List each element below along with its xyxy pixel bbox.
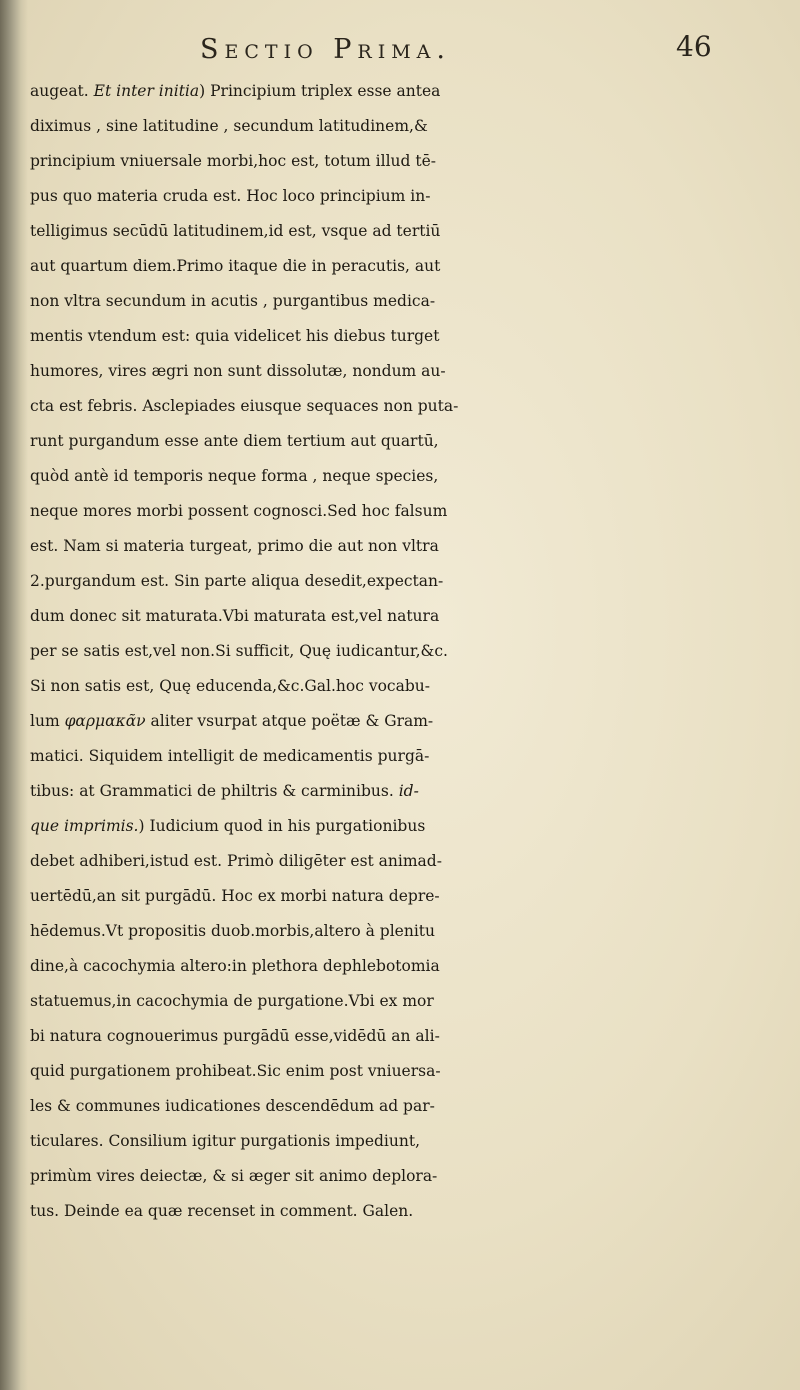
text-segment: est. Nam si materia turgeat, primo die aut non vltra <box>30 537 439 555</box>
text-line <box>30 109 790 144</box>
text-line <box>30 319 790 354</box>
italic-text-segment: φαρμακᾶν <box>64 712 146 730</box>
text-segment: per se satis est,vel non.Si sufficit, Quę iudicantur,&c. <box>30 642 448 660</box>
text-segment: quòd antè id temporis neque forma , neque species, <box>30 467 439 485</box>
page-header <box>0 26 800 76</box>
text-line <box>30 1194 790 1229</box>
text-line <box>30 1159 790 1194</box>
text-line <box>30 914 790 949</box>
text-line <box>30 424 790 459</box>
text-segment: lum <box>30 712 65 730</box>
text-segment: matici. Siquidem intelligit de medicamentis purgā- <box>30 747 430 765</box>
text-line <box>30 459 790 494</box>
body-text <box>30 74 790 1229</box>
text-line <box>30 284 790 319</box>
text-line <box>30 214 790 249</box>
text-line <box>30 74 790 109</box>
text-segment: aliter vsurpat atque poëtæ & Gram- <box>145 712 434 730</box>
text-segment: quid purgationem prohibeat.Sic enim post vniuersa- <box>30 1062 441 1080</box>
text-line <box>30 564 790 599</box>
text-segment: statuemus,in cacochymia de purgatione.Vbi ex mor <box>30 992 434 1010</box>
text-segment: runt purgandum esse ante diem tertium aut quartū, <box>30 432 439 450</box>
text-segment: augeat. <box>30 82 94 100</box>
text-line <box>30 1019 790 1054</box>
text-segment: dine,à cacochymia altero:in plethora dephlebotomia <box>30 957 440 975</box>
text-segment: non vltra secundum in acutis , purgantibus medica- <box>30 292 436 310</box>
text-segment: ticulares. Consilium igitur purgationis impediunt, <box>30 1132 420 1150</box>
italic-text-segment: Et inter initia <box>93 82 200 100</box>
text-line <box>30 774 790 809</box>
text-segment: aut quartum diem.Primo itaque die in peracutis, aut <box>30 257 441 275</box>
text-line <box>30 389 790 424</box>
text-line <box>30 354 790 389</box>
text-line <box>30 809 790 844</box>
text-segment: principium vniuersale morbi,hoc est, totum illud tē- <box>30 152 437 170</box>
text-segment: debet adhiberi,istud est. Primò diligēter est animad- <box>30 852 442 870</box>
binding-gutter <box>0 0 28 1390</box>
text-segment: cta est febris. Asclepiades eiusque sequaces non puta- <box>30 397 459 415</box>
text-line <box>30 249 790 284</box>
text-line <box>30 739 790 774</box>
text-segment: ) Iudicium quod in his purgationibus <box>138 817 426 835</box>
text-segment: bi natura cognouerimus purgādū esse,vidēdū an ali- <box>30 1027 440 1045</box>
text-line <box>30 179 790 214</box>
text-line <box>30 1089 790 1124</box>
text-line <box>30 599 790 634</box>
text-segment: hēdemus.Vt propositis duob.morbis,altero à plenitu <box>30 922 435 940</box>
text-segment: Si non satis est, Quę educenda,&c.Gal.hoc vocabu- <box>30 677 430 695</box>
italic-text-segment: que imprimis. <box>30 817 139 835</box>
text-segment: pus quo materia cruda est. Hoc loco principium in- <box>30 187 431 205</box>
text-line <box>30 949 790 984</box>
text-line <box>30 1124 790 1159</box>
text-segment: diximus , sine latitudine , secundum latitudinem,& <box>30 117 428 135</box>
text-segment: primùm vires deiectæ, & si æger sit animo deplora- <box>30 1167 438 1185</box>
text-segment: 2.purgandum est. Sin parte aliqua desedit,expectan- <box>30 572 444 590</box>
text-line <box>30 879 790 914</box>
text-line <box>30 494 790 529</box>
text-line <box>30 634 790 669</box>
text-segment: neque mores morbi possent cognosci.Sed hoc falsum <box>30 502 448 520</box>
text-segment: humores, vires ægri non sunt dissolutæ, nondum au- <box>30 362 446 380</box>
text-segment: les & communes iudicationes descendēdum ad par- <box>30 1097 435 1115</box>
text-line <box>30 144 790 179</box>
text-segment: dum donec sit maturata.Vbi maturata est,vel natura <box>30 607 440 625</box>
text-segment: mentis vtendum est: quia videlicet his diebus turget <box>30 327 440 345</box>
italic-text-segment: id- <box>398 782 419 800</box>
text-segment: tibus: at Grammatici de philtris & carminibus. <box>30 782 399 800</box>
text-segment: ) Principium triplex esse antea <box>199 82 441 100</box>
page-number: 46 <box>676 30 712 63</box>
running-head: Sectio Prima. <box>200 34 451 65</box>
text-segment: uertēdū,an sit purgādū. Hoc ex morbi natura depre- <box>30 887 440 905</box>
text-line <box>30 1054 790 1089</box>
text-line <box>30 704 790 739</box>
text-line <box>30 844 790 879</box>
text-line <box>30 529 790 564</box>
text-segment: tus. Deinde ea quæ recenset in comment. Galen. <box>30 1202 414 1220</box>
text-segment: telligimus secūdū latitudinem,id est, vsque ad tertiū <box>30 222 441 240</box>
text-line <box>30 984 790 1019</box>
text-line <box>30 669 790 704</box>
